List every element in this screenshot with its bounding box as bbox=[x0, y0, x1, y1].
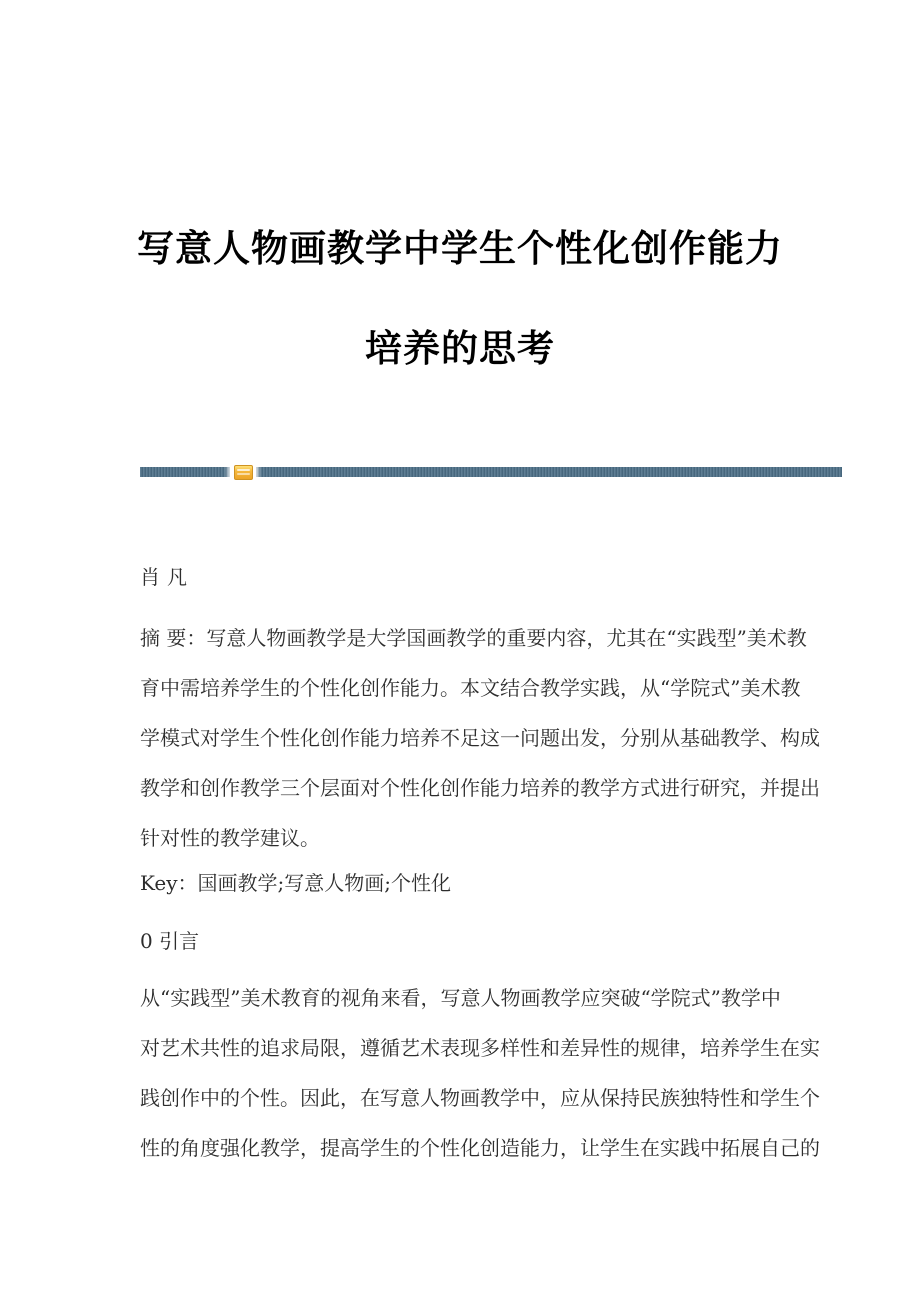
abstract-line: 摘 要：写意人物画教学是大学国画教学的重要内容，尤其在“实践型”美术教 bbox=[140, 626, 807, 650]
document-title-line-2: 培养的思考 bbox=[365, 326, 555, 370]
abstract-line: 学模式对学生个性化创作能力培养不足这一问题出发，分别从基础教学、构成 bbox=[140, 726, 820, 750]
gold-envelope-icon bbox=[234, 465, 253, 480]
body-paragraph bbox=[140, 973, 820, 1173]
abstract-line: 教学和创作教学三个层面对个性化创作能力培养的教学方式进行研究，并提出 bbox=[140, 776, 820, 800]
keywords-line: Key：国画教学;写意人物画;个性化 bbox=[140, 871, 452, 895]
author-name: 肖凡 bbox=[140, 565, 194, 589]
divider-bar bbox=[140, 467, 842, 477]
abstract-paragraph bbox=[140, 613, 820, 863]
section-heading-introduction: 0 引言 bbox=[140, 929, 200, 953]
body-line: 性的角度强化教学，提高学生的个性化创造能力，让学生在实践中拓展自己的 bbox=[140, 1136, 820, 1160]
abstract-line: 育中需培养学生的个性化创作能力。本文结合教学实践，从“学院式”美术教 bbox=[140, 676, 801, 700]
body-line: 从“实践型”美术教育的视角来看，写意人物画教学应突破“学院式”教学中 bbox=[140, 986, 781, 1010]
divider-icon-halo bbox=[230, 460, 256, 484]
body-line: 践创作中的个性。因此，在写意人物画教学中，应从保持民族独特性和学生个 bbox=[140, 1086, 820, 1110]
document-title-line-1: 写意人物画教学中学生个性化创作能力 bbox=[137, 226, 783, 270]
abstract-line: 针对性的教学建议。 bbox=[140, 826, 320, 850]
body-line: 对艺术共性的追求局限，遵循艺术表现多样性和差异性的规律，培养学生在实 bbox=[140, 1036, 820, 1060]
